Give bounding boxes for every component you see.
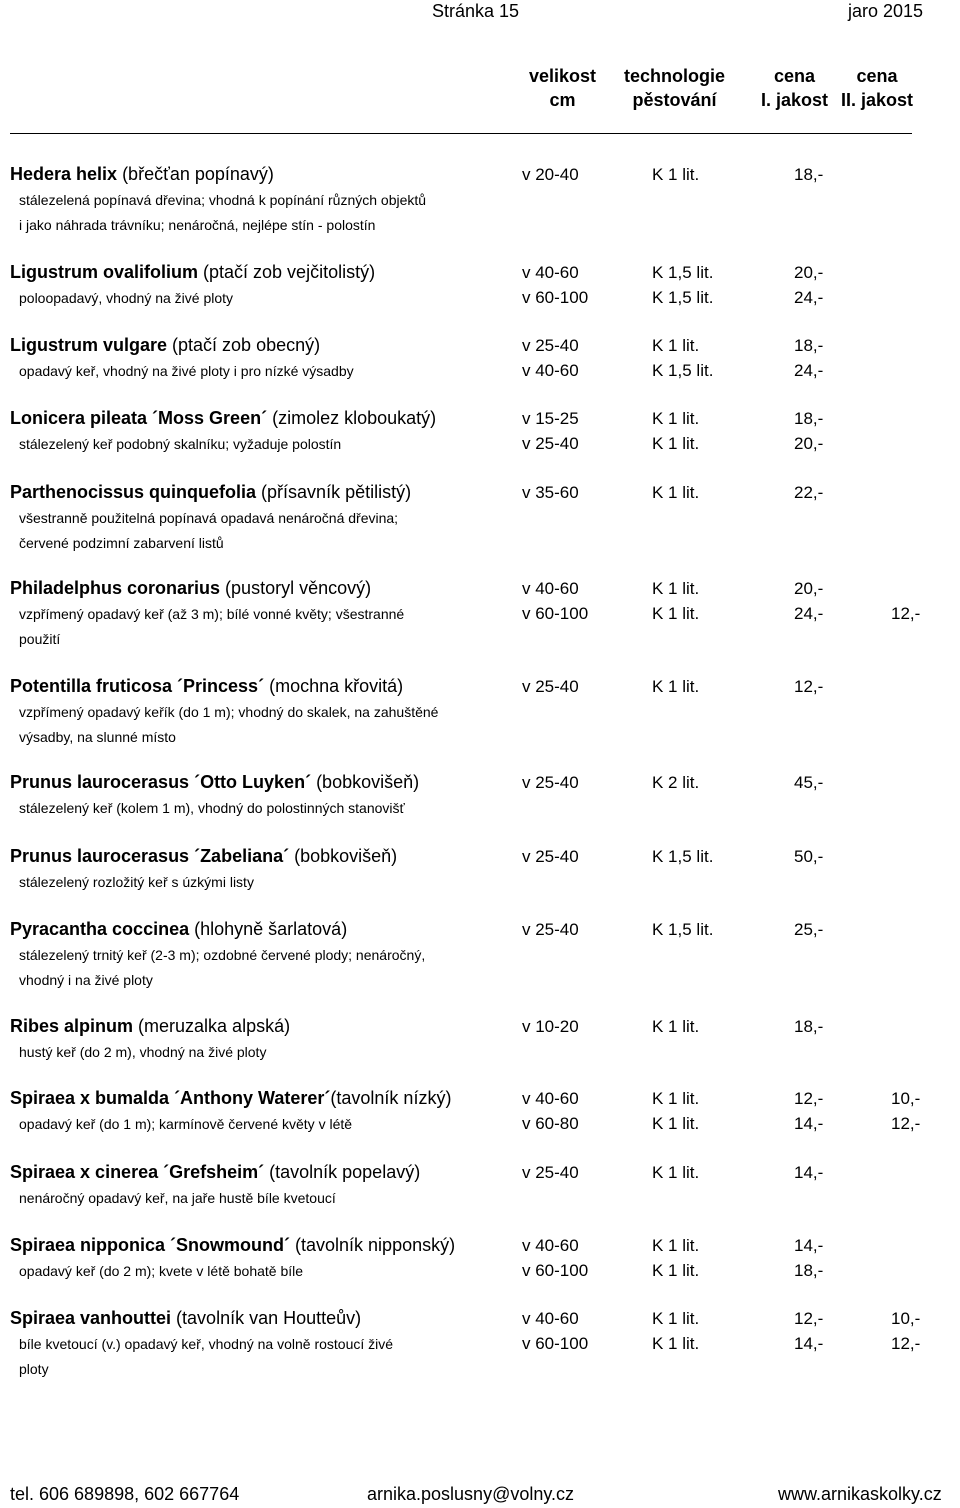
technology-cell: K 1 lit. xyxy=(652,677,700,696)
plant-czech-name: (ptačí zob obecný) xyxy=(167,335,321,355)
size-cell: v 25-40 xyxy=(522,677,579,696)
plant-czech-name: (meruzalka alpská) xyxy=(133,1016,291,1036)
plant-latin-name: Ligustrum ovalifolium xyxy=(10,262,199,282)
price-2-cell: 10,- xyxy=(891,1309,921,1328)
plant-description: stálezelený keř (kolem 1 m), vhodný do polostinných stanovišť xyxy=(19,800,405,816)
size-cell: v 10-20 xyxy=(522,1017,579,1036)
size-cell: v 60-100 xyxy=(522,1333,589,1353)
plant-czech-name: (pustoryl věncový) xyxy=(220,578,372,598)
price-1-cell: 50,- xyxy=(794,847,824,866)
column-header-technology: technologie pěstování xyxy=(624,66,726,110)
plant-title xyxy=(10,335,320,356)
size-cell: v 60-100 xyxy=(522,287,589,307)
season-label: jaro 2015 xyxy=(848,1,924,21)
column-header-price-1: cena I. jakost xyxy=(761,66,829,110)
price-2-cell: 10,- xyxy=(891,1089,921,1108)
plant-czech-name: (tavolník van Houtteův) xyxy=(171,1308,362,1328)
technology-cell: K 1,5 lit. xyxy=(652,920,714,939)
plant-description: všestranně použitelná popínavá opadavá nenáročná dřevina; xyxy=(19,510,399,526)
price-1-cell: 14,- xyxy=(794,1236,824,1255)
price-1-cell: 18,- xyxy=(794,409,824,428)
technology-cell: K 1 lit. xyxy=(652,579,700,598)
price-2-cell: 12,- xyxy=(891,1113,921,1133)
plant-description: opadavý keř, vhodný na živé ploty i pro nízké výsadby xyxy=(19,363,354,379)
plant-description: vzpřímený opadavý keřík (do 1 m); vhodný do skalek, na zahuštěné xyxy=(19,704,439,720)
plant-czech-name: (přísavník pětilistý) xyxy=(256,482,412,502)
plant-czech-name: (hlohyně šarlatová) xyxy=(189,919,348,939)
price-1-cell: 25,- xyxy=(794,920,824,939)
price-1-cell: 14,- xyxy=(794,1333,824,1353)
plant-description: stálezelená popínavá dřevina; vhodná k popínání různých objektů xyxy=(19,192,427,208)
price-1-cell: 12,- xyxy=(794,1309,824,1328)
plant-latin-name: Ribes alpinum xyxy=(10,1016,134,1036)
plant-description: bíle kvetoucí (v.) opadavý keř, vhodný na volně rostoucí živé xyxy=(19,1336,394,1352)
footer-web: www.arnikaskolky.cz xyxy=(778,1484,942,1504)
size-cell: v 25-40 xyxy=(522,1163,579,1182)
footer-phone: tel. 606 689898, 602 667764 xyxy=(10,1484,240,1504)
technology-cell: K 1 lit. xyxy=(652,1113,700,1133)
plant-czech-name: (břečťan popínavý) xyxy=(117,164,274,184)
plant-latin-name: Philadelphus coronarius xyxy=(10,578,221,598)
technology-cell: K 1 lit. xyxy=(652,1260,700,1280)
price-1-cell: 18,- xyxy=(794,1017,824,1036)
price-1-cell: 24,- xyxy=(794,287,824,307)
size-cell: v 40-60 xyxy=(522,1089,579,1108)
column-header-size: velikost cm xyxy=(529,66,597,110)
technology-cell: K 2 lit. xyxy=(652,773,700,792)
price-1-cell: 45,- xyxy=(794,773,824,792)
technology-cell: K 1 lit. xyxy=(652,1163,700,1182)
plant-title xyxy=(10,919,347,940)
technology-cell: K 1 lit. xyxy=(652,433,700,453)
price-1-cell: 12,- xyxy=(794,677,824,696)
size-cell: v 25-40 xyxy=(522,336,579,355)
plant-latin-name: Potentilla fruticosa ´Princess´ xyxy=(10,676,265,696)
plant-description: výsadby, na slunné místo xyxy=(19,728,176,745)
plant-latin-name: Prunus laurocerasus ´Otto Luyken´ xyxy=(10,772,312,792)
plant-czech-name: (mochna křovitá) xyxy=(264,676,404,696)
technology-cell: K 1 lit. xyxy=(652,336,700,355)
plant-description: vhodný i na živé ploty xyxy=(19,971,153,988)
plant-description: vzpřímený opadavý keř (až 3 m); bílé vonné květy; všestranné xyxy=(19,606,405,622)
technology-cell: K 1,5 lit. xyxy=(652,287,714,307)
plant-title xyxy=(10,676,403,697)
plant-title xyxy=(10,1088,451,1109)
plant-latin-name: Parthenocissus quinquefolia xyxy=(10,482,257,502)
technology-cell: K 1 lit. xyxy=(652,483,700,502)
technology-cell: K 1 lit. xyxy=(652,1017,700,1036)
plant-description: stálezelený rozložitý keř s úzkými listy xyxy=(19,874,254,890)
plant-latin-name: Spiraea x bumalda ´Anthony Waterer´ xyxy=(10,1088,331,1108)
plant-czech-name: (zimolez kloboukatý) xyxy=(267,408,437,428)
size-cell: v 40-60 xyxy=(522,1309,579,1328)
plant-description: použití xyxy=(19,630,61,647)
plant-description: opadavý keř (do 1 m); karmínově červené květy v létě xyxy=(19,1116,353,1132)
price-1-cell: 20,- xyxy=(794,263,824,282)
technology-cell: K 1 lit. xyxy=(652,165,700,184)
plant-title xyxy=(10,1016,290,1037)
plant-latin-name: Pyracantha coccinea xyxy=(10,919,190,939)
plant-latin-name: Lonicera pileata ´Moss Green´ xyxy=(10,408,268,428)
size-cell: v 25-40 xyxy=(522,920,579,939)
size-cell: v 60-80 xyxy=(522,1113,579,1133)
technology-cell: K 1,5 lit. xyxy=(652,360,714,380)
size-cell: v 25-40 xyxy=(522,773,579,792)
plant-title xyxy=(10,846,397,867)
plant-description: hustý keř (do 2 m), vhodný na živé ploty xyxy=(19,1044,267,1060)
plant-czech-name: (tavolník popelavý) xyxy=(264,1162,421,1182)
plant-latin-name: Spiraea vanhouttei xyxy=(10,1308,172,1328)
technology-cell: K 1 lit. xyxy=(652,409,700,428)
column-header-price-2: cena II. jakost xyxy=(841,66,914,110)
price-1-cell: 20,- xyxy=(794,579,824,598)
price-1-cell: 22,- xyxy=(794,483,824,502)
size-cell: v 25-40 xyxy=(522,847,579,866)
plant-description: nenáročný opadavý keř, na jaře hustě bíle kvetoucí xyxy=(19,1190,336,1206)
plant-description: opadavý keř (do 2 m); kvete v létě bohatě bíle xyxy=(19,1263,304,1279)
technology-cell: K 1 lit. xyxy=(652,1236,700,1255)
plant-title xyxy=(10,772,419,793)
price-1-cell: 18,- xyxy=(794,1260,824,1280)
plant-description: poloopadavý, vhodný na živé ploty xyxy=(19,290,234,306)
plant-description: stálezelený trnitý keř (2-3 m); ozdobné červené plody; nenáročný, xyxy=(19,947,426,963)
size-cell: v 40-60 xyxy=(522,1236,579,1255)
price-1-cell: 14,- xyxy=(794,1113,824,1133)
plant-title xyxy=(10,1162,420,1183)
price-1-cell: 24,- xyxy=(794,360,824,380)
price-1-cell: 18,- xyxy=(794,336,824,355)
size-cell: v 60-100 xyxy=(522,603,589,623)
plant-title xyxy=(10,164,274,185)
plant-czech-name: (ptačí zob vejčitolistý) xyxy=(198,262,376,282)
footer-email: arnika.poslusny@volny.cz xyxy=(367,1484,575,1504)
plant-description: stálezelený keř podobný skalníku; vyžaduje polostín xyxy=(19,436,342,452)
technology-cell: K 1 lit. xyxy=(652,1089,700,1108)
plant-title xyxy=(10,408,436,429)
price-2-cell: 12,- xyxy=(891,1333,921,1353)
plant-description: ploty xyxy=(19,1360,49,1377)
technology-cell: K 1 lit. xyxy=(652,1309,700,1328)
page-number: Stránka 15 xyxy=(432,1,520,21)
price-1-cell: 14,- xyxy=(794,1163,824,1182)
plant-czech-name: (bobkovišeň) xyxy=(289,846,398,866)
size-cell: v 25-40 xyxy=(522,433,579,453)
price-1-cell: 12,- xyxy=(794,1089,824,1108)
size-cell: v 40-60 xyxy=(522,360,579,380)
plant-czech-name: (tavolník nipponský) xyxy=(290,1235,456,1255)
plant-czech-name: (bobkovišeň) xyxy=(311,772,420,792)
size-cell: v 35-60 xyxy=(522,483,579,502)
technology-cell: K 1 lit. xyxy=(652,1333,700,1353)
header-divider xyxy=(10,133,912,134)
size-cell: v 60-100 xyxy=(522,1260,589,1280)
plant-latin-name: Spiraea x cinerea ´Grefsheim´ xyxy=(10,1162,265,1182)
plant-description: červené podzimní zabarvení listů xyxy=(19,534,224,551)
plant-latin-name: Hedera helix xyxy=(10,164,118,184)
size-cell: v 40-60 xyxy=(522,579,579,598)
plant-latin-name: Spiraea nipponica ´Snowmound´ xyxy=(10,1235,291,1255)
price-2-cell: 12,- xyxy=(891,603,921,623)
price-1-cell: 18,- xyxy=(794,165,824,184)
price-1-cell: 20,- xyxy=(794,433,824,453)
plant-title xyxy=(10,262,375,283)
plant-title xyxy=(10,578,371,599)
plant-latin-name: Prunus laurocerasus ´Zabeliana´ xyxy=(10,846,290,866)
size-cell: v 20-40 xyxy=(522,165,579,184)
plant-czech-name: (tavolník nízký) xyxy=(330,1088,452,1108)
technology-cell: K 1,5 lit. xyxy=(652,847,714,866)
plant-title xyxy=(10,1308,361,1329)
plant-description: i jako náhrada trávníku; nenáročná, nejlépe stín - polostín xyxy=(19,216,376,233)
plant-latin-name: Ligustrum vulgare xyxy=(10,335,168,355)
technology-cell: K 1,5 lit. xyxy=(652,263,714,282)
technology-cell: K 1 lit. xyxy=(652,603,700,623)
price-1-cell: 24,- xyxy=(794,603,824,623)
plant-title xyxy=(10,482,411,503)
size-cell: v 40-60 xyxy=(522,263,579,282)
size-cell: v 15-25 xyxy=(522,409,579,428)
plant-title xyxy=(10,1235,455,1256)
